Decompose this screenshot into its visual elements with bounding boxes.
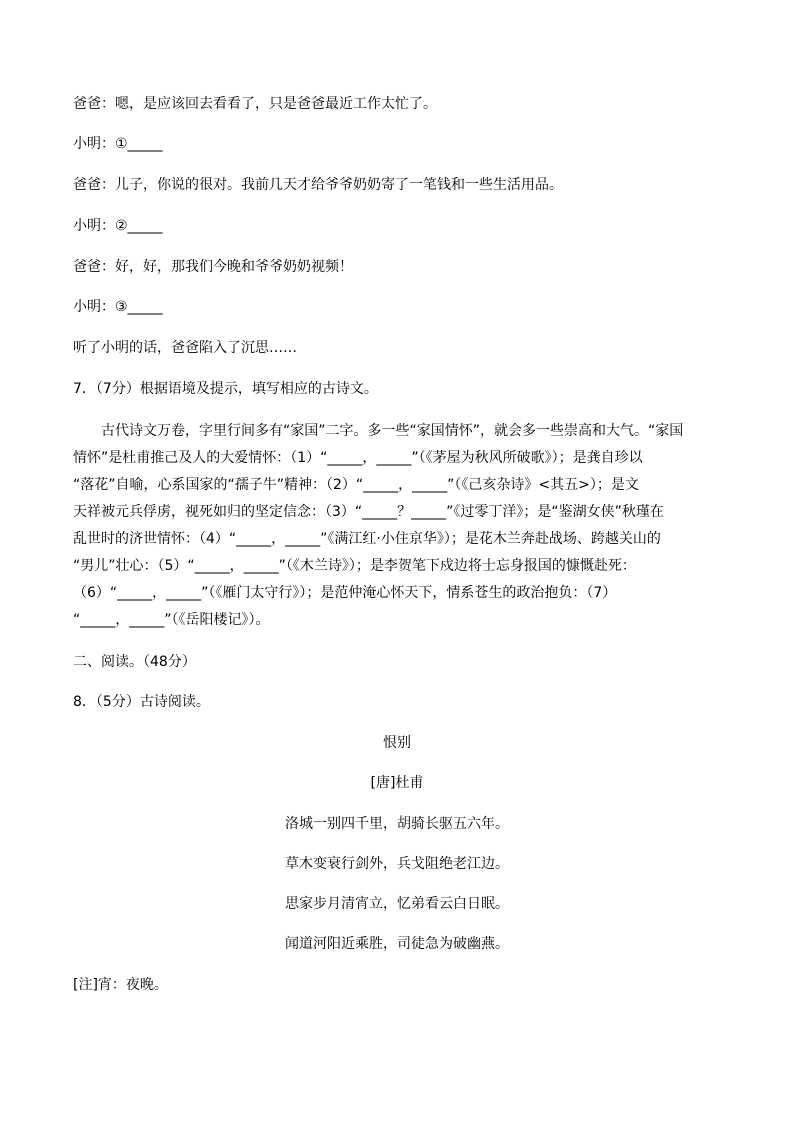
question-7-paragraph-line-6: “男儿”壮心：（5）“_____，_____”（《木兰诗》）；是李贺笔下戍边将士忘身报国的慷慨赴死： bbox=[73, 558, 636, 574]
question-7-paragraph-line-4: 天祥被元兵俘虏，视死如归的坚定信念：（3）“_____？_____”《过零丁洋》；是“鉴湖女侠”秋瑾在 bbox=[73, 504, 664, 520]
question-7-paragraph-line-5: 乱世时的济世情怀：（4）“_____，_____”《满江红·小住京华》）；是花木兰奔赴战场、跨越关山的 bbox=[73, 531, 661, 547]
question-7-paragraph-line-8: “_____，_____”（《岳阳楼记》）。 bbox=[73, 612, 270, 628]
poem-line-3: 思家步月清宵立，忆弟看云白日眠。 bbox=[285, 896, 509, 912]
poem-line-1: 洛城一别四千里，胡骑长驱五六年。 bbox=[285, 816, 509, 832]
poem-line-2: 草木变衰行剑外，兵戈阻绝老江边。 bbox=[285, 856, 509, 872]
question-7-paragraph-line-2: 情怀”是杜甫推己及人的大爱情怀：（1）“_____，_____”（《茅屋为秋风所破歌》）；是龚自珍以 bbox=[73, 450, 643, 466]
poem-line-4: 闻道河阳近乘胜，司徒急为破幽燕。 bbox=[285, 936, 509, 952]
poem-title: 恨别 bbox=[383, 735, 411, 751]
poem-author: [唐]杜甫 bbox=[370, 775, 424, 791]
dialogue-line-3: 爸爸：儿子，你说的很对。我前几天才给爷爷奶奶寄了一笔钱和一些生活用品。 bbox=[73, 177, 563, 193]
question-7-paragraph-line-1: 古代诗文万卷，字里行间多有“家国”二字。多一些“家国情怀”，就会多一些崇高和大气。“家国 bbox=[101, 423, 684, 439]
question-7-paragraph-line-3: “落花”自喻，心系国家的“孺子牛”精神：（2）“_____，_____”（《己亥杂诗》<其五>）；是文 bbox=[73, 477, 639, 493]
dialogue-line-6: 小明：③_____ bbox=[73, 299, 163, 315]
question-8-title: 8．（5分）古诗阅读。 bbox=[73, 694, 210, 710]
question-7-paragraph-line-7: （6）“_____，_____”（《雁门太守行》）；是范仲淹心怀天下，情系苍生的政治抱负：（7） bbox=[73, 585, 617, 601]
dialogue-line-2: 小明：①_____ bbox=[73, 136, 163, 152]
section-2-title: 二、阅读。（48分） bbox=[73, 654, 196, 670]
poem-note: [注]宵：夜晚。 bbox=[73, 977, 168, 993]
dialogue-line-1: 爸爸：嗯，是应该回去看看了，只是爸爸最近工作太忙了。 bbox=[73, 96, 437, 112]
dialogue-line-4: 小明：②_____ bbox=[73, 218, 163, 234]
dialogue-line-5: 爸爸：好，好，那我们今晚和爷爷奶奶视频！ bbox=[73, 259, 353, 275]
dialogue-line-7: 听了小明的话，爸爸陷入了沉思…… bbox=[73, 340, 297, 356]
question-7-title: 7．（7分）根据语境及提示，填写相应的古诗文。 bbox=[73, 381, 378, 397]
